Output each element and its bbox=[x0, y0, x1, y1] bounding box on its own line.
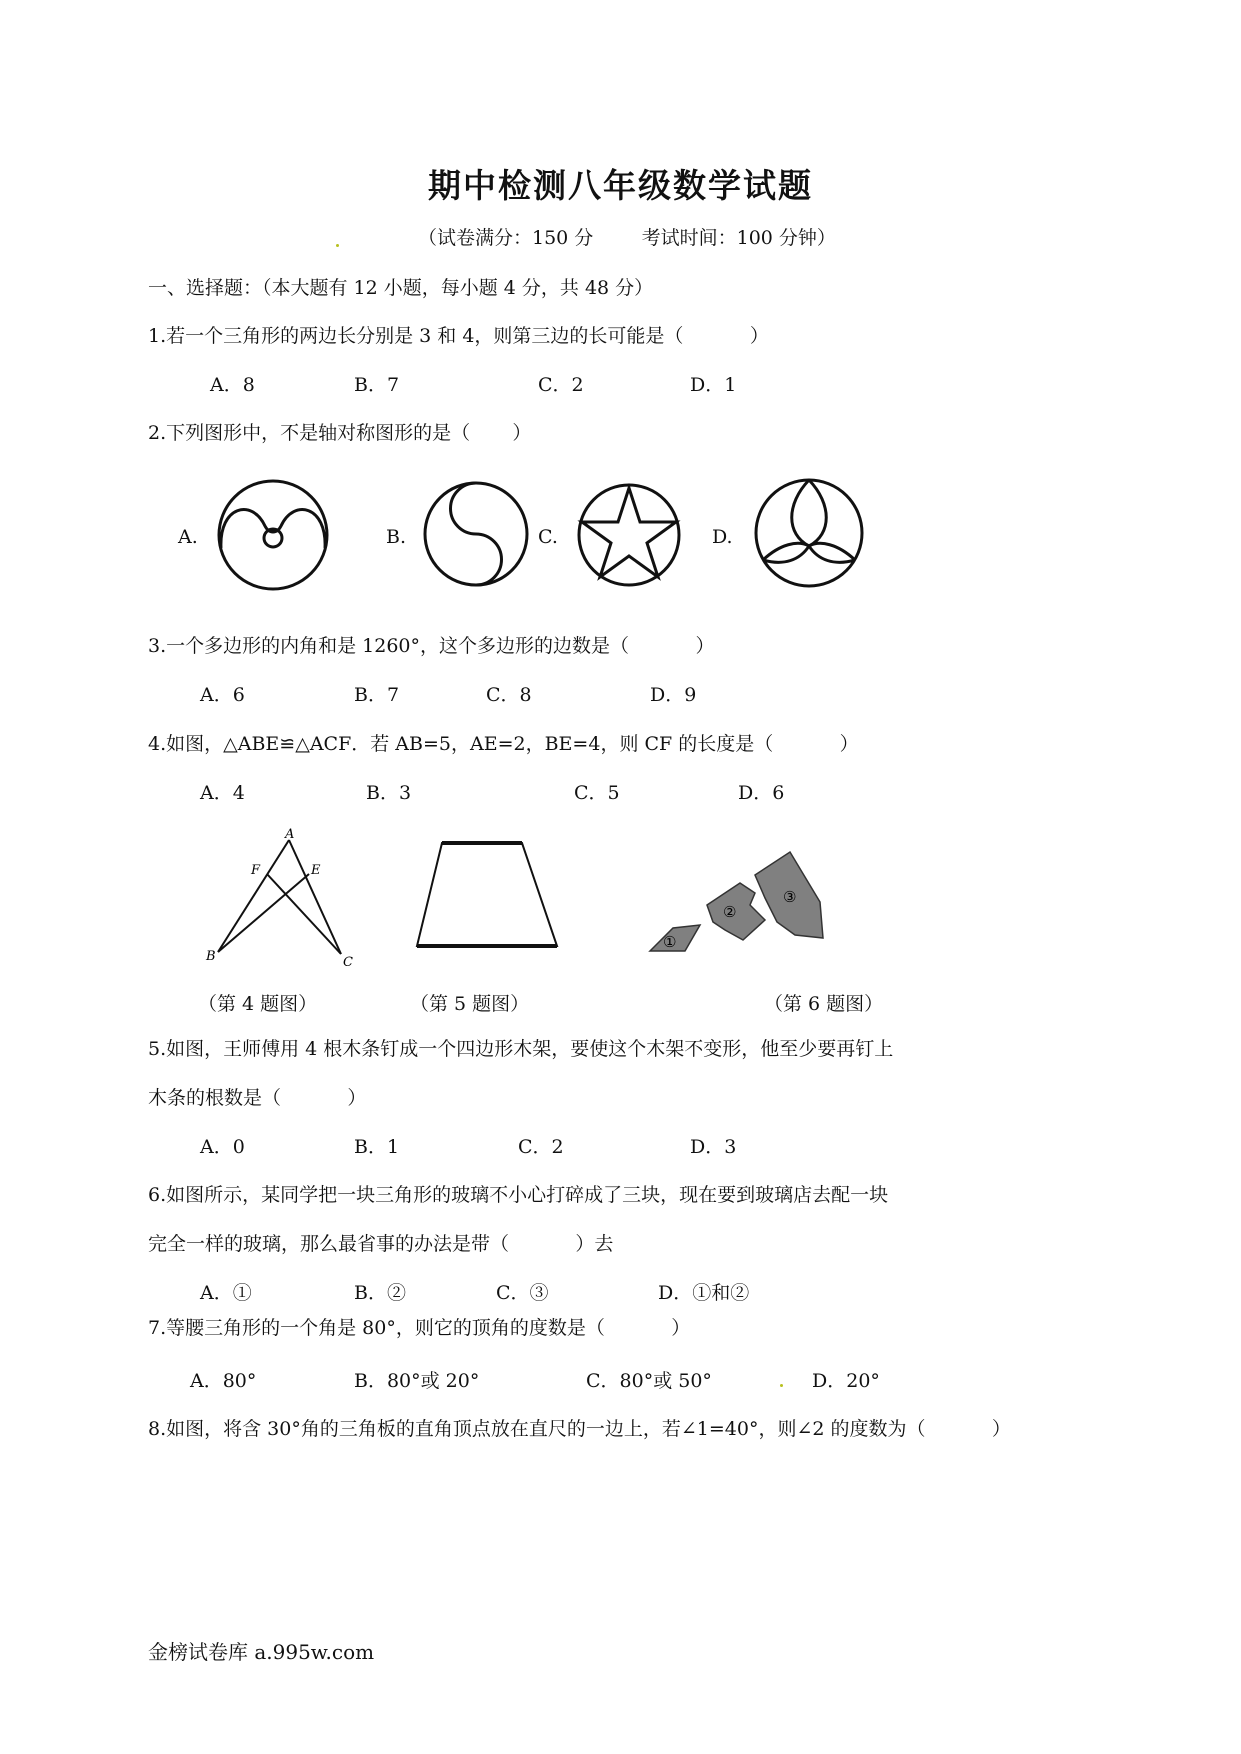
q3-option-d: D．9 bbox=[650, 684, 697, 706]
caption-q5: （第 5 题图） bbox=[410, 993, 530, 1015]
q5-option-a: A．0 bbox=[200, 1136, 245, 1158]
q7-option-b: B．80°或 20° bbox=[354, 1370, 480, 1392]
figure-a-heart-circle bbox=[214, 476, 332, 594]
point-b-label: B bbox=[206, 949, 216, 964]
piece-3-label: ③ bbox=[783, 888, 797, 906]
q7-option-d: D．20° bbox=[812, 1370, 880, 1392]
caption-q4: （第 4 题图） bbox=[198, 993, 318, 1015]
question-4: 4.如图，△ABE≌△ACF．若 AB=5，AE=2，BE=4，则 CF 的长度是（ ） bbox=[148, 733, 859, 755]
point-c-label: C bbox=[343, 955, 353, 970]
question-5-line-1: 5.如图，王师傅用 4 根木条钉成一个四边形木架，要使这个木架不变形，他至少要再钉上 bbox=[148, 1038, 894, 1060]
speck-mark bbox=[780, 1384, 783, 1387]
point-a-label: A bbox=[285, 827, 295, 842]
q6-option-a: A．① bbox=[200, 1282, 252, 1304]
question-7: 7.等腰三角形的一个角是 80°，则它的顶角的度数是（ ） bbox=[148, 1317, 691, 1339]
q2-label-c: C. bbox=[538, 526, 558, 548]
q1-option-b: B．7 bbox=[354, 374, 400, 396]
q4-option-a: A．4 bbox=[200, 782, 245, 804]
question-5-line-2: 木条的根数是（ ） bbox=[148, 1087, 367, 1109]
q3-option-c: C．8 bbox=[486, 684, 532, 706]
q5-option-d: D．3 bbox=[690, 1136, 737, 1158]
page-title: 期中检测八年级数学试题 bbox=[428, 166, 813, 205]
figure-d-trefoil-circle bbox=[750, 474, 868, 592]
caption-q6: （第 6 题图） bbox=[764, 993, 884, 1015]
q6-option-c: C．③ bbox=[496, 1282, 549, 1304]
figure-q6-glass-pieces bbox=[645, 790, 835, 960]
question-2: 2.下列图形中，不是轴对称图形的是（ ） bbox=[148, 422, 532, 444]
q6-option-b: B．② bbox=[354, 1282, 406, 1304]
question-6-line-2: 完全一样的玻璃，那么最省事的办法是带（ ）去 bbox=[148, 1233, 614, 1255]
q1-option-c: C．2 bbox=[538, 374, 584, 396]
q5-option-c: C．2 bbox=[518, 1136, 564, 1158]
figure-q4-triangles bbox=[205, 826, 365, 972]
q7-option-a: A．80° bbox=[190, 1370, 257, 1392]
question-6-line-1: 6.如图所示，某同学把一块三角形的玻璃不小心打碎成了三块，现在要到玻璃店去配一块 bbox=[148, 1184, 889, 1206]
figure-q5-trapezoid bbox=[412, 836, 562, 956]
q6-option-d: D．①和② bbox=[658, 1282, 750, 1304]
figure-c-star-circle bbox=[574, 480, 684, 590]
q4-option-d: D．6 bbox=[738, 782, 785, 804]
question-1: 1.若一个三角形的两边长分别是 3 和 4，则第三边的长可能是（ ） bbox=[148, 325, 769, 347]
q2-label-d: D. bbox=[712, 526, 733, 548]
q1-option-d: D．1 bbox=[690, 374, 737, 396]
q7-option-c: C．80°或 50° bbox=[586, 1370, 712, 1392]
footer-source: 金榜试卷库 a.995w.com bbox=[148, 1640, 375, 1664]
q3-option-a: A．6 bbox=[200, 684, 245, 706]
q2-label-b: B. bbox=[386, 526, 407, 548]
q5-option-b: B．1 bbox=[354, 1136, 400, 1158]
figure-b-yinyang-circle bbox=[420, 478, 532, 590]
question-3: 3.一个多边形的内角和是 1260°，这个多边形的边数是（ ） bbox=[148, 635, 715, 657]
q4-option-b: B．3 bbox=[366, 782, 412, 804]
q2-label-a: A. bbox=[178, 526, 198, 548]
section-heading: 一、选择题：（本大题有 12 小题，每小题 4 分，共 48 分） bbox=[148, 277, 654, 299]
point-e-label: E bbox=[311, 863, 321, 878]
question-8: 8.如图，将含 30°角的三角板的直角顶点放在直尺的一边上，若∠1=40°，则∠2 的度数为（ ） bbox=[148, 1418, 1011, 1440]
exam-info: （试卷满分：150 分 考试时间：100 分钟） bbox=[418, 227, 836, 249]
piece-1-label: ① bbox=[663, 933, 677, 951]
piece-2-label: ② bbox=[723, 903, 737, 921]
q1-option-a: A．8 bbox=[210, 374, 255, 396]
q3-option-b: B．7 bbox=[354, 684, 400, 706]
point-f-label: F bbox=[251, 863, 261, 878]
speck-mark bbox=[336, 244, 339, 247]
q4-option-c: C．5 bbox=[574, 782, 620, 804]
